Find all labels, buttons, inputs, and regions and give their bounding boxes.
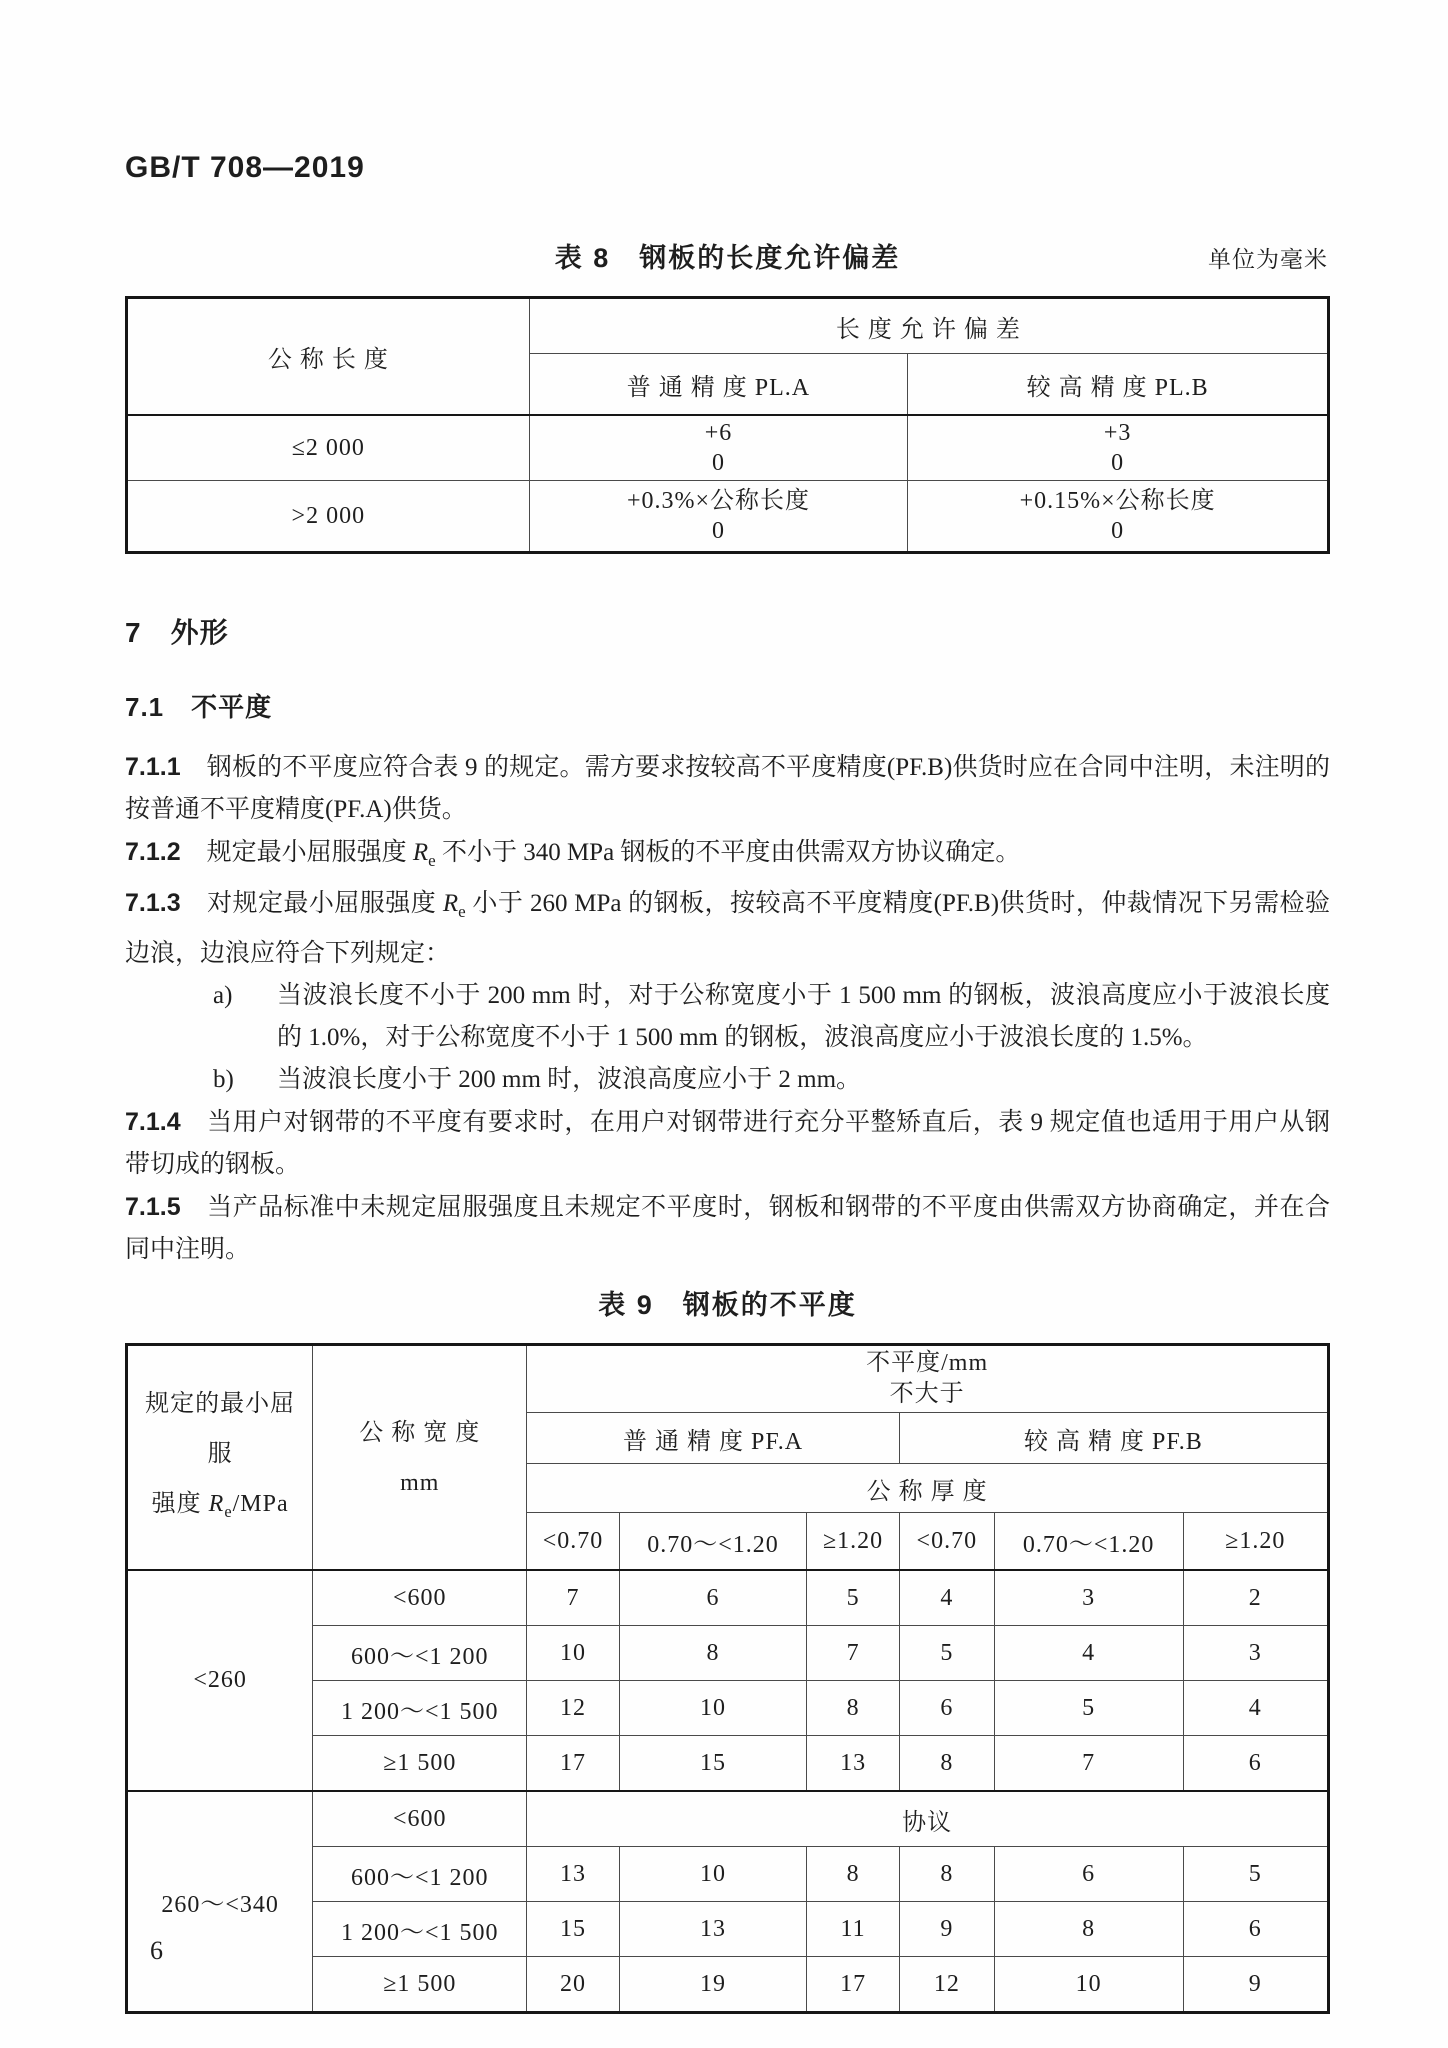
t9-cell: 5	[899, 1626, 994, 1681]
clause-text: 钢板的不平度应符合表 9 的规定。需方要求按较高不平度精度(PF.B)供货时应在合同中注明，未注明的按普通不平度精度(PF.A)供货。	[125, 754, 1330, 823]
t9-width-cell: 600～<1 200	[313, 1626, 527, 1681]
t9-thickness-col: <0.70	[527, 1513, 620, 1571]
t9-cell: 7	[994, 1736, 1183, 1792]
t9-cell: 5	[807, 1570, 900, 1626]
body-text-block	[125, 746, 1330, 1271]
t9-cell: 13	[527, 1847, 620, 1902]
t9-cell: 15	[527, 1902, 620, 1957]
t9-cell: 3	[994, 1570, 1183, 1626]
yield-strength-symbol: R	[208, 1490, 225, 1517]
t9-cell: 10	[619, 1847, 807, 1902]
t9-cell: 4	[1183, 1681, 1329, 1736]
t9-header-flatness-line2: 不大于	[889, 1381, 965, 1407]
symbol-subscript: e	[224, 1501, 233, 1521]
tolerance-lower: 0	[1111, 518, 1125, 544]
list-item-text: 当波浪长度小于 200 mm 时，波浪高度应小于 2 mm。	[277, 1066, 862, 1093]
t9-width-cell: ≥1 500	[313, 1736, 527, 1792]
table8	[125, 296, 1330, 554]
t9-cell: 4	[994, 1626, 1183, 1681]
yield-strength-symbol: R	[412, 839, 429, 866]
t9-width-cell: ≥1 500	[313, 1957, 527, 2013]
list-marker: a)	[213, 982, 233, 1009]
clause-7-1-1	[125, 746, 1330, 831]
clause-number: 7.1.5	[125, 1193, 181, 1221]
t9-cell: 13	[619, 1902, 807, 1957]
t9-cell: 4	[899, 1570, 994, 1626]
t9-cell: 8	[994, 1902, 1183, 1957]
t9-header-nominal-thickness: 公 称 厚 度	[527, 1464, 1329, 1513]
t9-cell: 12	[899, 1957, 994, 2013]
t9-header-yield-line1: 规定的最小屈服	[145, 1390, 296, 1467]
t9-cell: 8	[619, 1626, 807, 1681]
t9-group-strength: 260～<340	[127, 1791, 313, 2013]
t9-header-width-line1: 公 称 宽 度	[359, 1419, 481, 1446]
t9-cell: 8	[899, 1847, 994, 1902]
table9-caption-row	[125, 1287, 1330, 1323]
t9-cell: 8	[899, 1736, 994, 1792]
t9-cell: 15	[619, 1736, 807, 1792]
t8-cell	[529, 481, 908, 553]
clause-text: 小于 260 MPa 的钢板，按较高不平度精度(PF.B)供货时，仲裁情况下另需检验边浪，边浪应符合下列规定：	[125, 890, 1330, 967]
clause-number: 7.1.2	[125, 838, 181, 866]
table9-caption: 表 9 钢板的不平度	[598, 1290, 857, 1320]
t9-width-cell: <600	[313, 1791, 527, 1847]
clause-text: 不小于 340 MPa 钢板的不平度由供需双方协议确定。	[435, 839, 1021, 866]
tolerance-lower: 0	[711, 518, 725, 544]
section-heading-7-1: 7.1 不平度	[125, 692, 273, 722]
t8-header-length-tolerance: 长 度 允 许 偏 差	[529, 298, 1328, 354]
t9-cell: 11	[807, 1902, 900, 1957]
clause-7-1-3	[125, 882, 1330, 975]
page-number: 6	[150, 1936, 163, 1965]
t8-cell	[529, 415, 908, 481]
clause-text: 对规定最小屈服强度	[206, 890, 443, 917]
list-item-b	[213, 1059, 1330, 1101]
t9-cell: 6	[899, 1681, 994, 1736]
t9-header-yield-strength	[127, 1345, 313, 1571]
clause-7-1-2	[125, 831, 1330, 882]
clause-7-1-5	[125, 1186, 1330, 1271]
tolerance-upper: +6	[704, 420, 733, 446]
t9-cell: 10	[619, 1681, 807, 1736]
table8-caption-row	[125, 240, 1330, 276]
t9-cell: 9	[899, 1902, 994, 1957]
t9-width-cell: 600～<1 200	[313, 1847, 527, 1902]
t9-width-cell: 1 200～<1 500	[313, 1681, 527, 1736]
t9-cell: 5	[1183, 1847, 1329, 1902]
table-row	[127, 1791, 1329, 1847]
t8-row-label: ≤2 000	[127, 415, 530, 481]
list-item-a	[213, 975, 1330, 1059]
symbol-subscript: e	[428, 851, 436, 870]
t9-header-pfb: 较 高 精 度 PF.B	[899, 1413, 1328, 1464]
t9-header-yield-line2	[134, 1479, 306, 1537]
t9-cell: 6	[994, 1847, 1183, 1902]
tolerance-upper: +3	[1103, 420, 1132, 446]
t9-cell: 7	[527, 1570, 620, 1626]
t9-cell: 8	[807, 1681, 900, 1736]
table-row	[127, 1570, 1329, 1626]
t9-cell: 3	[1183, 1626, 1329, 1681]
t9-thickness-col: <0.70	[899, 1513, 994, 1571]
t8-cell	[908, 415, 1329, 481]
t8-header-pla: 普 通 精 度 PL.A	[529, 354, 908, 416]
list-marker: b)	[213, 1066, 234, 1093]
t9-cell: 9	[1183, 1957, 1329, 2013]
t9-header-yield-text: 强度	[151, 1490, 209, 1517]
doc-number: GB/T 708—2019	[125, 151, 365, 184]
clause-number: 7.1.4	[125, 1108, 181, 1136]
clause-number: 7.1.1	[125, 753, 181, 781]
t9-cell: 5	[994, 1681, 1183, 1736]
t9-cell: 6	[619, 1570, 807, 1626]
table9	[125, 1343, 1330, 2014]
clause-text: 当产品标准中未规定屈服强度且未规定不平度时，钢板和钢带的不平度由供需双方协商确定，并在合同中注明。	[125, 1194, 1330, 1263]
clause-text: 当用户对钢带的不平度有要求时，在用户对钢带进行充分平整矫直后，表 9 规定值也适用于用户从钢带切成的钢板。	[125, 1109, 1330, 1178]
t9-cell: 10	[994, 1957, 1183, 2013]
t9-header-flatness	[527, 1345, 1329, 1413]
t9-cell: 2	[1183, 1570, 1329, 1626]
tolerance-lower: 0	[711, 450, 725, 476]
t9-header-flatness-line1: 不平度/mm	[866, 1350, 989, 1376]
t9-cell: 19	[619, 1957, 807, 2013]
t9-cell: 6	[1183, 1736, 1329, 1792]
section-heading-7: 7 外形	[125, 617, 229, 648]
yield-strength-symbol: R	[442, 890, 459, 917]
symbol-subscript: e	[458, 902, 466, 921]
t9-thickness-col: ≥1.20	[807, 1513, 900, 1571]
clause-number: 7.1.3	[125, 889, 181, 917]
t8-row-label: >2 000	[127, 481, 530, 553]
t9-cell: 10	[527, 1626, 620, 1681]
t9-thickness-col: 0.70～<1.20	[619, 1513, 807, 1571]
t9-cell: 6	[1183, 1902, 1329, 1957]
t9-header-pfa: 普 通 精 度 PF.A	[527, 1413, 900, 1464]
table8-caption: 表 8 钢板的长度允许偏差	[554, 243, 901, 273]
t9-cell: 12	[527, 1681, 620, 1736]
t9-width-cell: 1 200～<1 500	[313, 1902, 527, 1957]
t9-cell: 7	[807, 1626, 900, 1681]
list-item-text: 当波浪长度不小于 200 mm 时，对于公称宽度小于 1 500 mm 的钢板，波浪高度应小于波浪长度的 1.0%，对于公称宽度不小于 1 500 mm 的钢板，波浪高度应小于波浪长度的 1.5%。	[277, 982, 1330, 1051]
t8-cell	[908, 481, 1329, 553]
t8-header-plb: 较 高 精 度 PL.B	[908, 354, 1329, 416]
t9-header-yield-unit: /MPa	[232, 1490, 289, 1517]
t9-agreement-cell: 协议	[527, 1791, 1329, 1847]
t9-cell: 8	[807, 1847, 900, 1902]
clause-7-1-4	[125, 1101, 1330, 1186]
t9-group-strength: <260	[127, 1570, 313, 1791]
t9-header-width-unit: mm	[400, 1469, 440, 1496]
t9-width-cell: <600	[313, 1570, 527, 1626]
tolerance-upper: +0.15%×公称长度	[1019, 488, 1216, 514]
table8-unit-note: 单位为毫米	[1208, 247, 1328, 272]
t9-cell: 17	[527, 1736, 620, 1792]
tolerance-lower: 0	[1111, 450, 1125, 476]
t9-thickness-col: ≥1.20	[1183, 1513, 1329, 1571]
clause-text: 规定最小屈服强度	[206, 839, 413, 866]
tolerance-upper: +0.3%×公称长度	[626, 488, 810, 514]
t9-thickness-col: 0.70～<1.20	[994, 1513, 1183, 1571]
t9-cell: 13	[807, 1736, 900, 1792]
t9-cell: 17	[807, 1957, 900, 2013]
t8-header-nominal-length: 公 称 长 度	[127, 298, 530, 416]
t9-cell: 20	[527, 1957, 620, 2013]
t9-header-nominal-width	[313, 1345, 527, 1571]
